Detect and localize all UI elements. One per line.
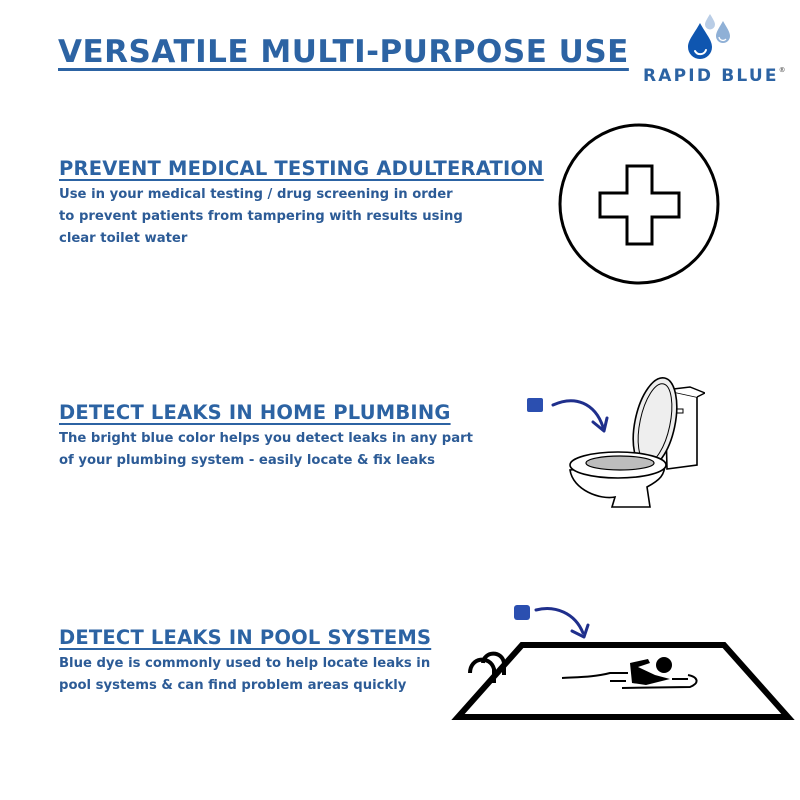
- water-drops-icon: [640, 10, 790, 70]
- section-pool-systems: [59, 626, 499, 697]
- section-medical-testing: [59, 157, 544, 250]
- medical-cross-icon: [555, 122, 725, 292]
- page-title: VERSATILE MULTI-PURPOSE USE: [58, 34, 629, 70]
- toilet-with-dye-tablet-icon: [515, 365, 705, 510]
- section-title: DETECT LEAKS IN HOME PLUMBING: [59, 401, 451, 424]
- brand-name: RAPID BLUE®: [643, 66, 786, 86]
- section-title: PREVENT MEDICAL TESTING ADULTERATION: [59, 157, 544, 180]
- brand-logo: [640, 10, 790, 90]
- section-description: The bright blue color helps you detect leaks in any part of your plumbing system - easily locate & fix leaks: [59, 431, 473, 468]
- section-description: Blue dye is commonly used to help locate leaks in pool systems & can find problem areas quickly: [59, 656, 431, 693]
- registered-mark: ®: [778, 66, 786, 74]
- section-home-plumbing: [59, 401, 499, 472]
- pool-with-swimmer-icon: [450, 595, 800, 725]
- section-title: DETECT LEAKS IN POOL SYSTEMS: [59, 626, 432, 649]
- dye-tablet-icon: [527, 398, 543, 412]
- dye-tablet-icon: [514, 605, 530, 620]
- section-description: Use in your medical testing / drug screening in order to prevent patients from tampering with results using clear toilet water: [59, 187, 463, 246]
